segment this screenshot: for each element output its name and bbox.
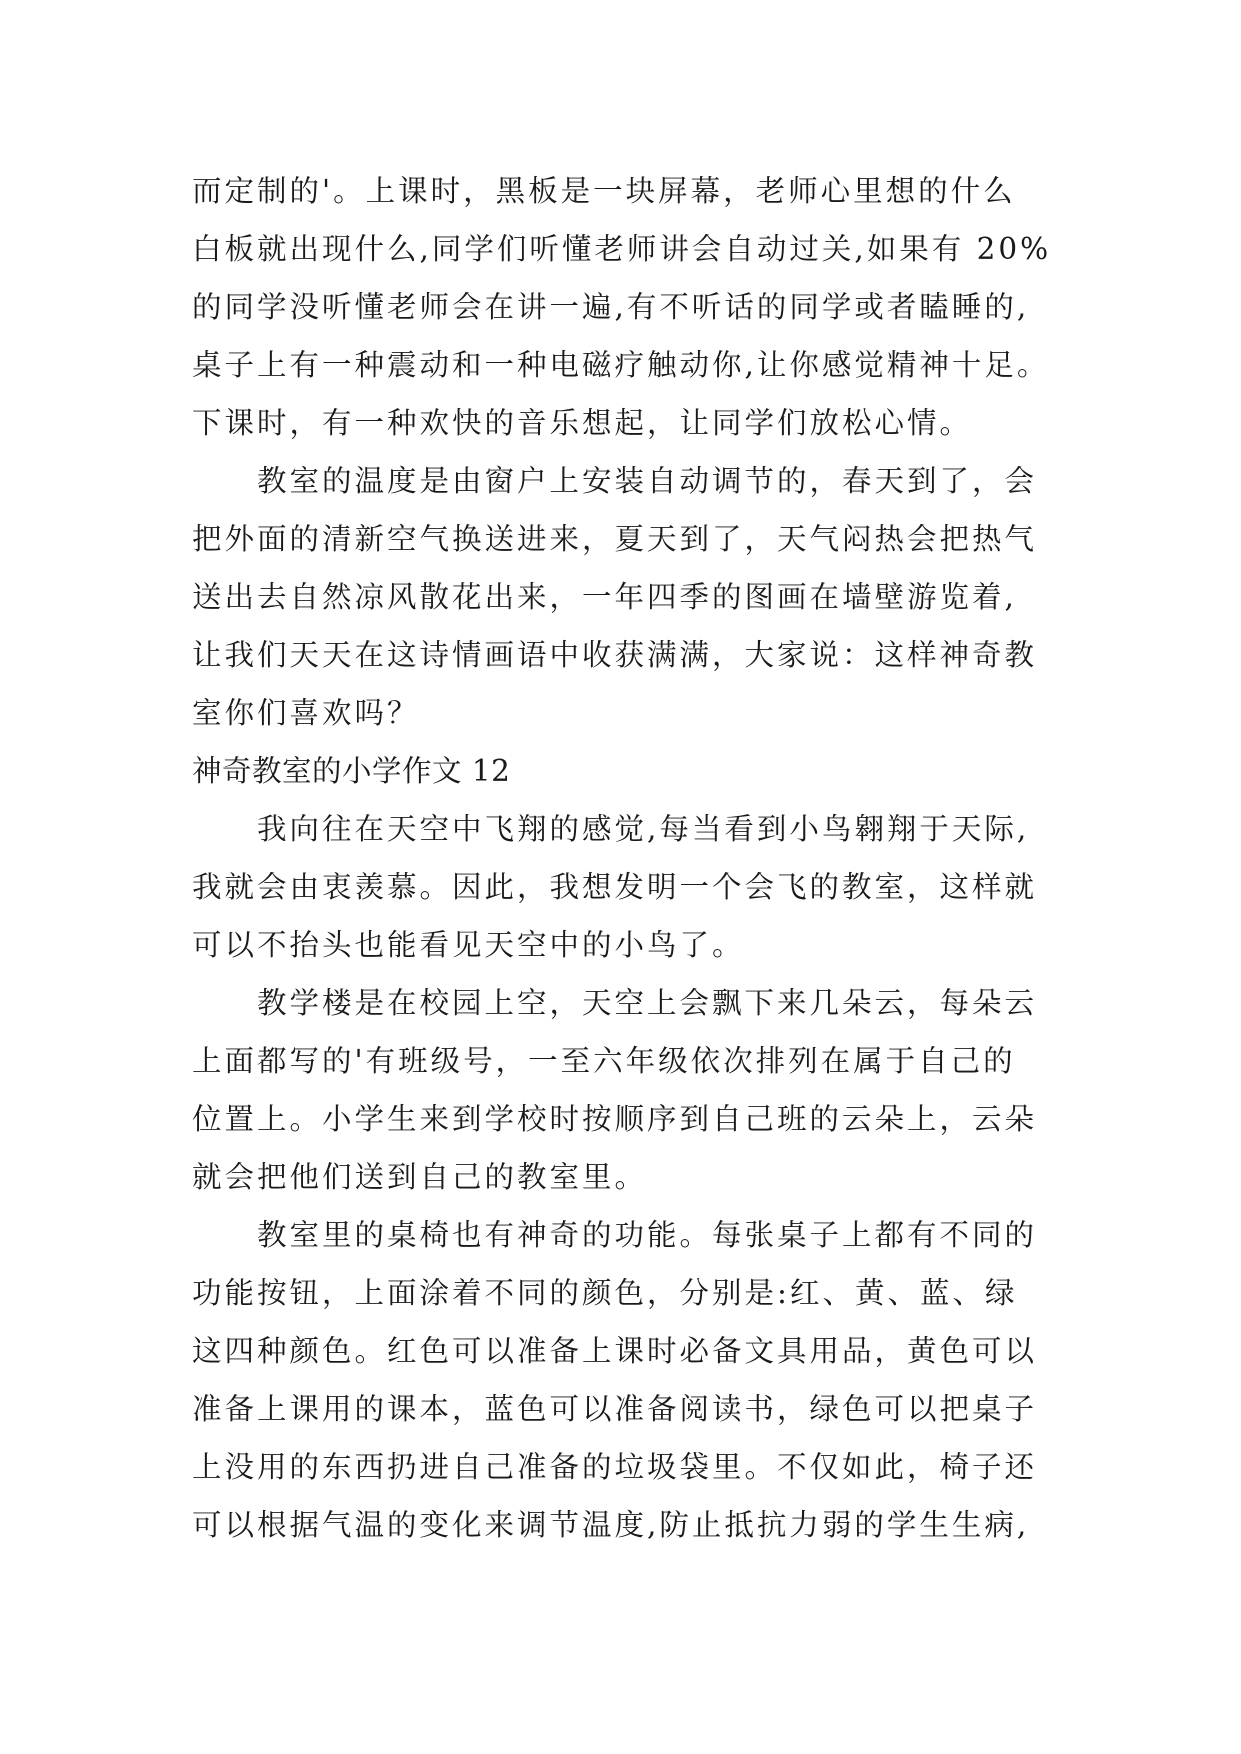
text-line: 室你们喜欢吗？ [192,696,420,730]
document-body [192,162,1092,1554]
text-line: 功能按钮，上面涂着不同的颜色，分别是:红、黄、蓝、绿 [192,1276,1018,1310]
text-line: 我就会由衷羡慕。因此，我想发明一个会飞的教室，这样就 [192,870,1038,904]
text-line: 位置上。小学生来到学校时按顺序到自己班的云朵上，云朵 [192,1102,1038,1136]
section-heading: 神奇教室的小学作文 12 [192,754,511,788]
text-line: 下课时，有一种欢快的音乐想起，让同学们放松心情。 [192,406,973,440]
text-line: 让我们天天在这诗情画语中收获满满，大家说：这样神奇教 [192,638,1038,672]
paragraph-start-line: 我向往在天空中飞翔的感觉,每当看到小鸟翱翔于天际, [192,812,1030,846]
paragraph-start-line: 教学楼是在校园上空，天空上会飘下来几朵云，每朵云 [192,986,1038,1020]
paragraph-start-line: 教室的温度是由窗户上安装自动调节的，春天到了，会 [192,464,1038,498]
text-line: 送出去自然凉风散花出来，一年四季的图画在墙壁游览着, [192,580,1017,614]
text-line: 这四种颜色。红色可以准备上课时必备文具用品，黄色可以 [192,1334,1038,1368]
text-line: 可以不抬头也能看见天空中的小鸟了。 [192,928,745,962]
paragraph-start-line: 教室里的桌椅也有神奇的功能。每张桌子上都有不同的 [192,1218,1038,1252]
text-line: 准备上课用的课本，蓝色可以准备阅读书，绿色可以把桌子 [192,1392,1038,1426]
text-line: 把外面的清新空气换送进来，夏天到了，天气闷热会把热气 [192,522,1038,556]
text-line: 而定制的'。上课时，黑板是一块屏幕，老师心里想的什么 [192,174,1016,208]
text-line: 的同学没听懂老师会在讲一遍,有不听话的同学或者瞌睡的, [192,290,1030,324]
text-line: 上没用的东西扔进自己准备的垃圾袋里。不仅如此，椅子还 [192,1450,1038,1484]
text-line: 上面都写的'有班级号，一至六年级依次排列在属于自己的 [192,1044,1016,1078]
text-line: 就会把他们送到自己的教室里。 [192,1160,648,1194]
text-line: 白板就出现什么,同学们听懂老师讲会自动过关,如果有 20% [192,232,1052,266]
text-line: 桌子上有一种震动和一种电磁疗触动你,让你感觉精神十足。 [192,348,1050,382]
text-line: 可以根据气温的变化来调节温度,防止抵抗力弱的学生生病, [192,1508,1030,1542]
